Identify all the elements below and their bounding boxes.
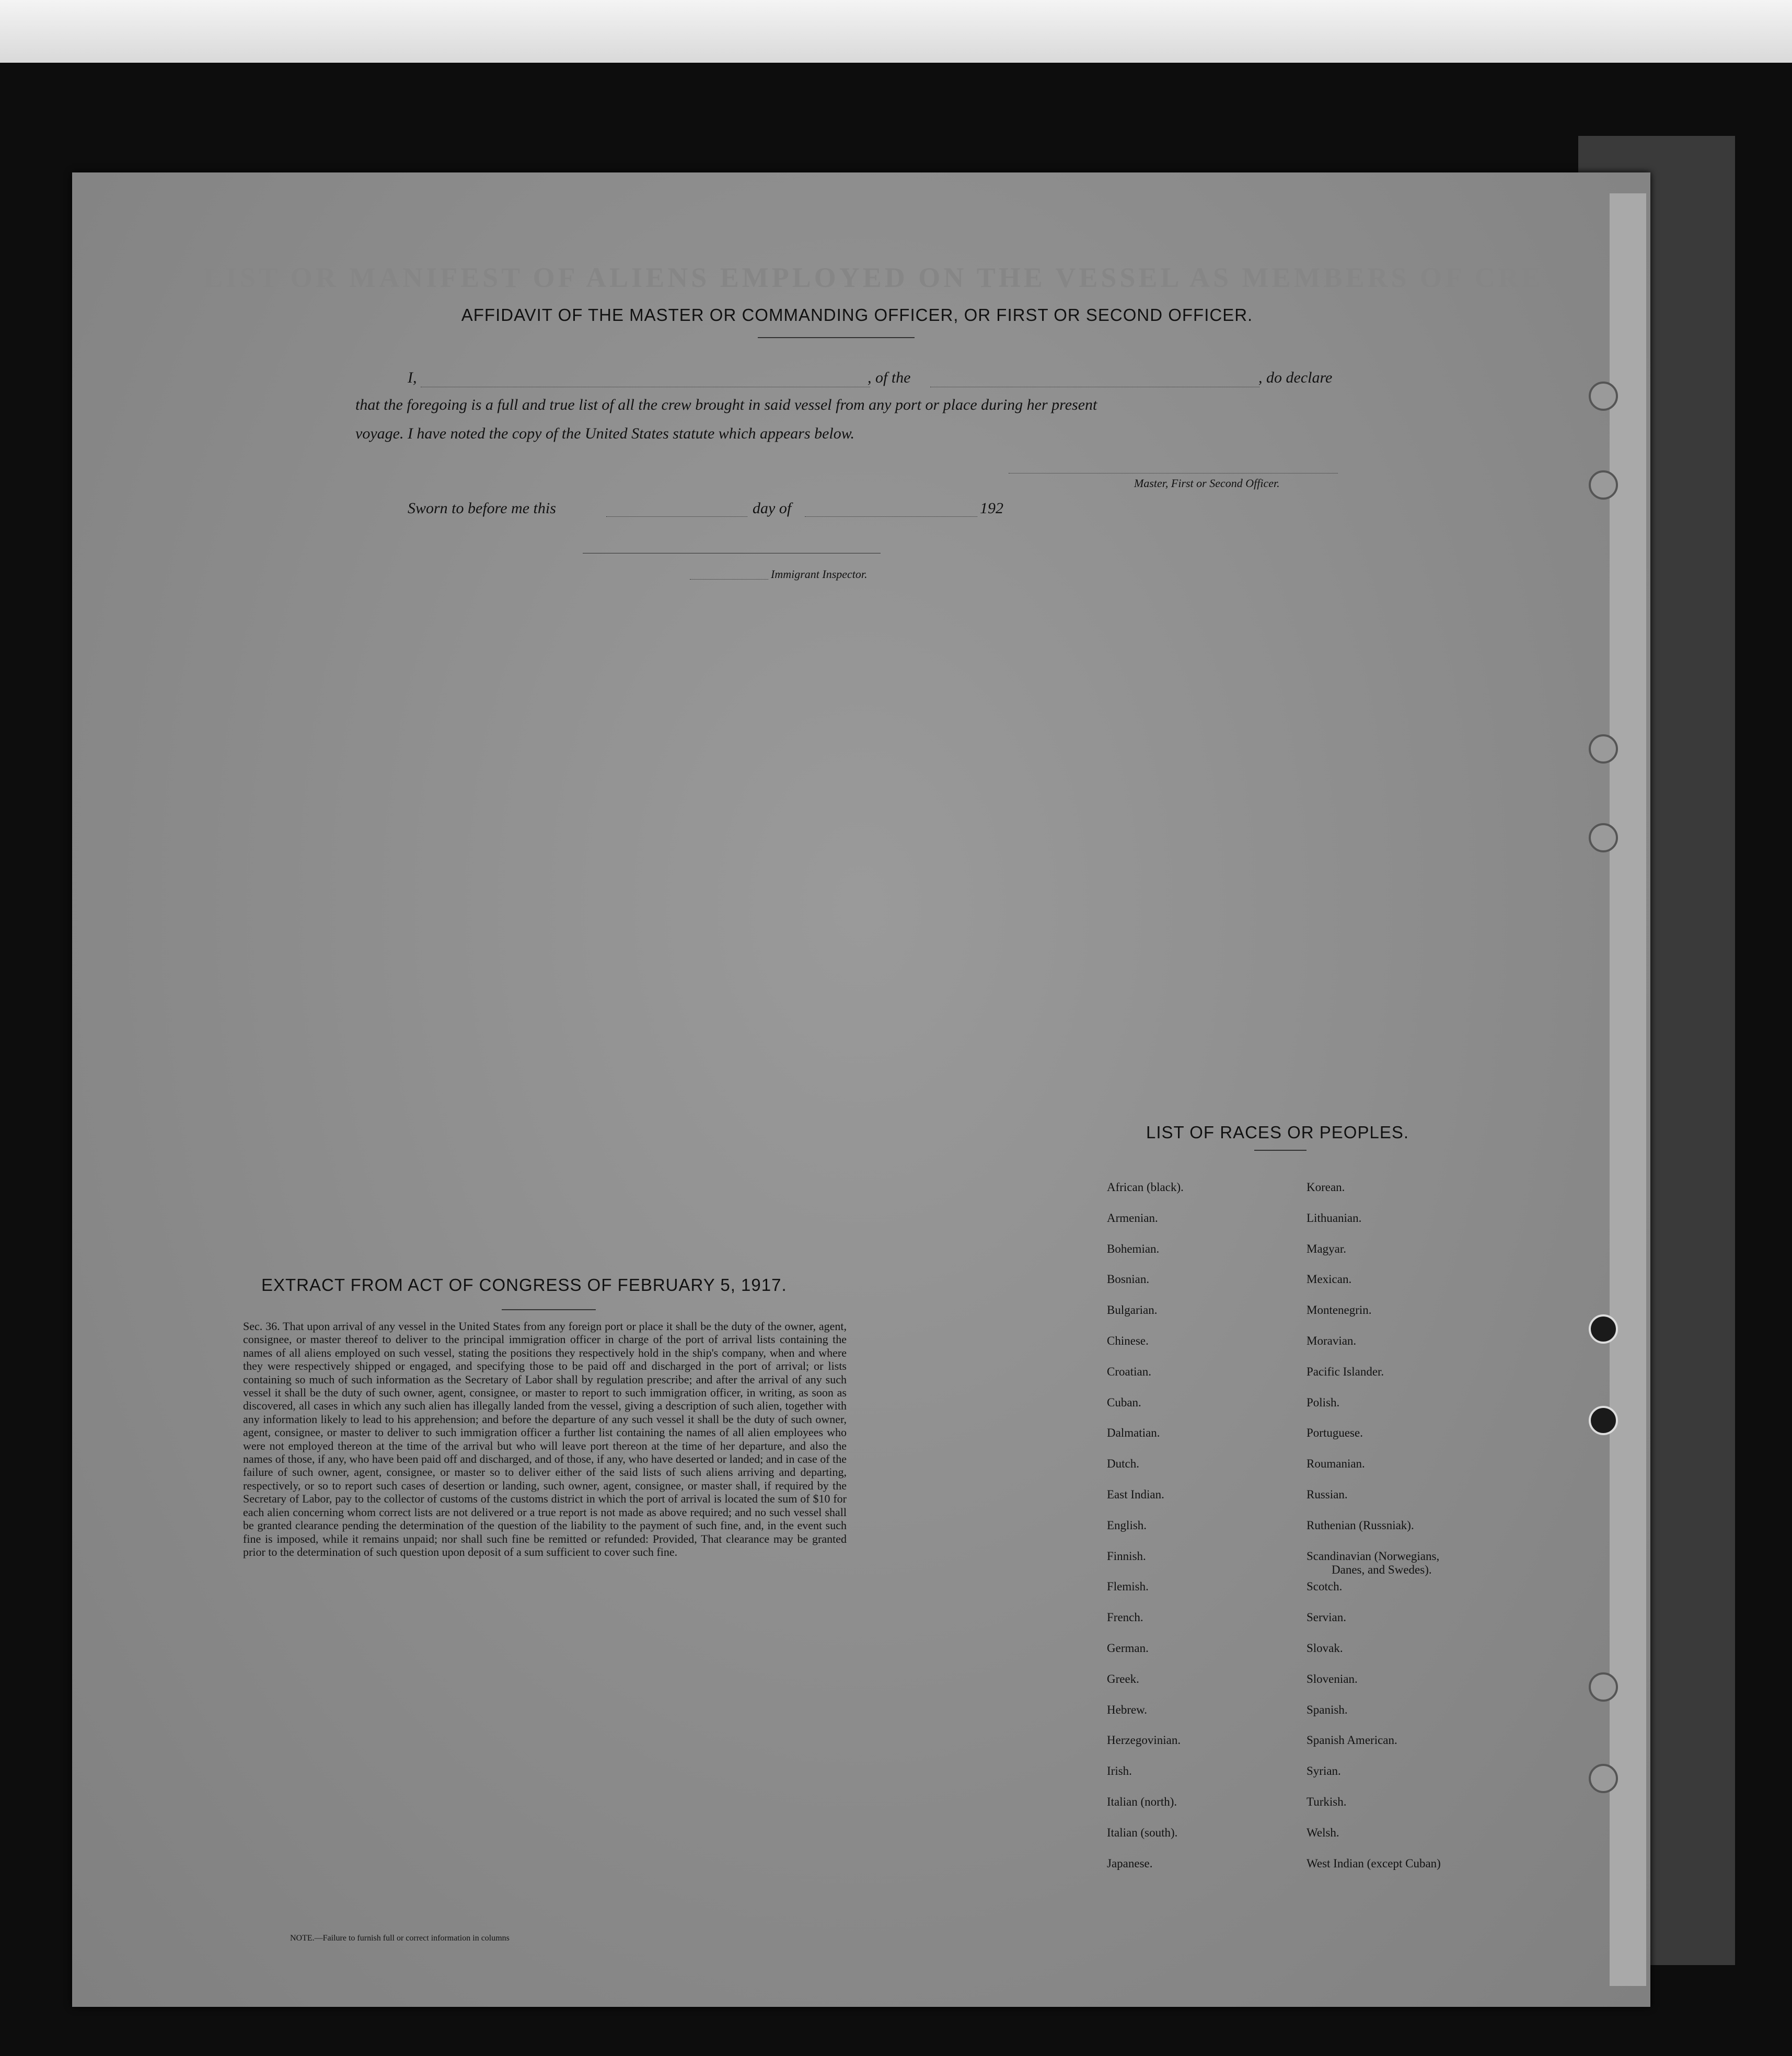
race-item: Portuguese. [1307, 1426, 1363, 1440]
document-page [72, 172, 1650, 2007]
race-item: Korean. [1307, 1181, 1345, 1194]
affidavit-heading: AFFIDAVIT OF THE MASTER OR COMMANDING OFFICER, OR FIRST OR SECOND OFFICER. [461, 305, 1253, 325]
race-item: Hebrew. [1107, 1703, 1148, 1716]
punch-hole-2 [1589, 1406, 1618, 1435]
sworn-text: Sworn to before me this [408, 500, 556, 517]
day-of-text: day of [753, 500, 792, 517]
race-item: Magyar. [1307, 1242, 1347, 1255]
statute-text: Sec. 36. That upon arrival of any vessel in the United States from any foreign port or place it shall be the duty of the owner, agent, consignee, or master thereof to deliver to the principal immigration officer in charge of the port of arrival lists containing the names of all aliens employed on such vessel, stating the positions they respectively hold in the ship's company, when and where they were respectively shipped or engaged, and specifying those to be paid off and discharged in the port of arrival; or lists containing so much of such information as the Secretary of Labor shall by regulation prescribe; and after the arrival of any such vessel it shall be the duty of such owner, agent, consignee, or master to report to such immigration officer, in writing, as soon as discovered, all cases in which any such alien has illegally landed from the vessel, giving a description of such alien, together with any information likely to lead to his apprehension; and before the departure of any such vessel it shall be the duty of such owner, agent, consignee, or master to deliver to such immigration officer a further list containing the names of all alien employees who were not employed thereon at the time of the arrival but who will leave port thereon at the time of her departure, and also the names of those, if any, who have been paid off and discharged, and of those, if any, who have deserted or landed; and in case of the failure of such owner, agent, consignee, or master so to deliver either of the said lists of such aliens arriving and departing, respectively, or so to report such cases of desertion or landing, such owner, agent, consignee, or master shall, if required by the Secretary of Labor, pay to the collector of customs of the customs district in which the port of arrival is located the sum of $10 for each alien concerning whom correct lists are not delivered or a true report is not made as above required; and no such vessel shall be granted clearance pending the determination of the question of the liability to the payment of such fine, and, in the event such fine is imposed, while it remains unpaid; nor shall such fine be remitted or refunded: Provided, That clearance may be granted prior to the determination of such question upon deposit of a sum sufficient to cover such fine. [243, 1320, 847, 1558]
affidavit-line-3: voyage. I have noted the copy of the United States statute which appears below. [355, 425, 855, 442]
race-item: Bulgarian. [1107, 1303, 1158, 1317]
race-item: Chinese. [1107, 1334, 1149, 1347]
master-signature-caption: Master, First or Second Officer. [1134, 477, 1280, 490]
affidavit-of-the: , of the [868, 369, 911, 386]
race-item: Armenian. [1107, 1211, 1158, 1225]
inspector-dotted [690, 579, 768, 580]
binder-hole-6 [1589, 1764, 1618, 1793]
race-item: Italian (south). [1107, 1826, 1178, 1839]
affidavit-i: I, [408, 369, 417, 386]
races-heading: LIST OF RACES OR PEOPLES. [1146, 1123, 1409, 1142]
race-item: Slovenian. [1307, 1672, 1358, 1685]
race-item: Cuban. [1107, 1395, 1141, 1409]
race-item: African (black). [1107, 1181, 1184, 1194]
race-item: Croatian. [1107, 1365, 1151, 1378]
sworn-day-blank[interactable] [606, 516, 747, 517]
race-item: Syrian. [1307, 1764, 1341, 1778]
race-item: Turkish. [1307, 1795, 1347, 1808]
race-item: Scandinavian (Norwegians, [1307, 1549, 1440, 1563]
race-item: German. [1107, 1642, 1149, 1655]
race-item: Dutch. [1107, 1457, 1139, 1471]
race-item: Scotch. [1307, 1580, 1343, 1593]
race-item: Flemish. [1107, 1580, 1149, 1593]
race-item: Mexican. [1307, 1273, 1352, 1286]
race-item: Ruthenian (Russniak). [1307, 1518, 1414, 1532]
race-item: Herzegovinian. [1107, 1734, 1181, 1747]
binder-hole-1 [1589, 382, 1618, 411]
race-item: Japanese. [1107, 1856, 1153, 1870]
race-item: Welsh. [1307, 1826, 1339, 1839]
inspector-caption: Immigrant Inspector. [771, 568, 868, 581]
race-item: Montenegrin. [1307, 1303, 1372, 1317]
race-item: Italian (north). [1107, 1795, 1177, 1808]
race-item: Danes, and Swedes). [1332, 1563, 1432, 1576]
race-item: Spanish American. [1307, 1734, 1397, 1747]
binder-hole-4 [1589, 823, 1618, 852]
footer-note: NOTE.—Failure to furnish full or correct information in columns [290, 1934, 510, 1943]
race-item: Bohemian. [1107, 1242, 1160, 1255]
race-item: East Indian. [1107, 1488, 1164, 1501]
page-edge [1610, 193, 1646, 1986]
race-item: Moravian. [1307, 1334, 1357, 1347]
race-item: Roumanian. [1307, 1457, 1365, 1471]
race-item: Finnish. [1107, 1549, 1146, 1563]
race-item: Polish. [1307, 1395, 1340, 1409]
race-item: Irish. [1107, 1764, 1132, 1778]
race-item: Servian. [1307, 1611, 1347, 1624]
extract-underline [502, 1309, 596, 1310]
punch-hole-1 [1589, 1314, 1618, 1344]
race-item: West Indian (except Cuban) [1307, 1856, 1441, 1870]
race-item: Lithuanian. [1307, 1211, 1362, 1225]
race-item: Bosnian. [1107, 1273, 1150, 1286]
race-item: French. [1107, 1611, 1143, 1624]
race-item: Pacific Islander. [1307, 1365, 1384, 1378]
race-item: Dalmatian. [1107, 1426, 1160, 1440]
binder-hole-2 [1589, 470, 1618, 500]
race-item: Slovak. [1307, 1642, 1343, 1655]
races-underline [1254, 1150, 1307, 1151]
affidavit-line-2: that the foregoing is a full and true list of all the crew brought in said vessel from any port or place during her present [355, 396, 1097, 413]
extract-heading: EXTRACT FROM ACT OF CONGRESS OF FEBRUARY 5, 1917. [261, 1275, 787, 1295]
affidavit-declare: , do declare [1258, 369, 1333, 386]
race-item: English. [1107, 1518, 1147, 1532]
year-text: 192 [980, 500, 1003, 517]
race-item: Russian. [1307, 1488, 1348, 1501]
binder-hole-5 [1589, 1672, 1618, 1702]
race-item: Greek. [1107, 1672, 1139, 1685]
sworn-month-blank[interactable] [805, 516, 977, 517]
binder-hole-3 [1589, 734, 1618, 764]
race-item: Spanish. [1307, 1703, 1348, 1716]
scanner-top-band [0, 0, 1792, 63]
heading-underline [758, 337, 915, 338]
bleed-through-title: LIST OR MANIFEST OF ALIENS EMPLOYED ON THE VESSEL AS MEMBERS OF CREW [204, 262, 1575, 293]
